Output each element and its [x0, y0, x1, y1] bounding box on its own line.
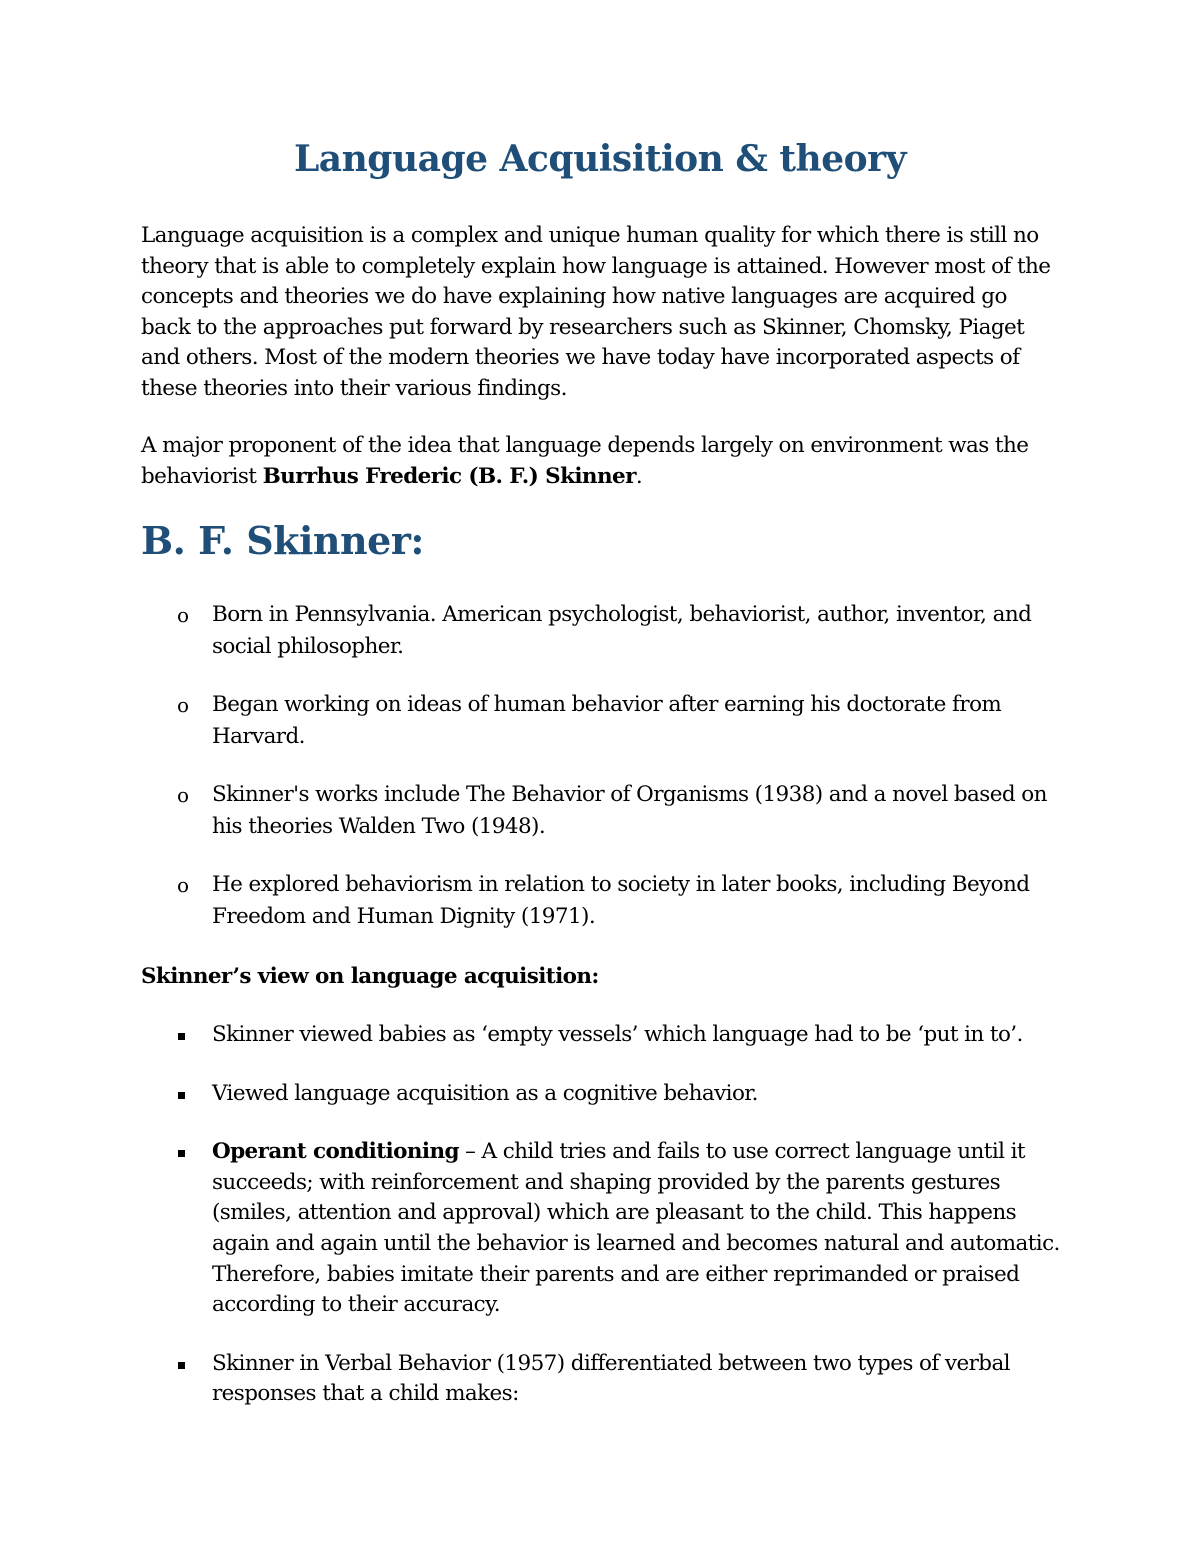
square-bullet-icon: [178, 1033, 185, 1040]
list-item: [141, 1137, 1061, 1321]
square-bullet-icon: [178, 1150, 185, 1157]
list-item: [141, 1020, 1061, 1051]
operant-conditioning-text: – A child tries and fails to use correct language until it succeeds; with reinforcement and shaping provided by the parents gestures (smiles, attention and approval) which are pleasant to the child. This happens again and again until the behavior is learned and becomes natural and automatic. Therefore, babies imitate their parents and are either reprimanded or praised according to their accuracy.: [212, 1139, 1060, 1318]
skinner-intro-text: A major proponent of the idea that language depends largely on environment was the behaviorist: [141, 433, 1029, 489]
views-subheading: Skinner’s view on language acquisition:: [141, 964, 599, 989]
skinner-intro-paragraph: [141, 431, 1061, 492]
biography-item-text: Skinner's works include The Behavior of Organisms (1938) and a novel based on his theories Walden Two (1948).: [212, 782, 1047, 839]
list-item: [141, 689, 1061, 753]
section-heading-skinner: B. F. Skinner:: [141, 518, 424, 563]
list-item: [141, 599, 1061, 663]
views-item-text: Skinner viewed babies as ‘empty vessels’ which language had to be ‘put in to’.: [212, 1022, 1023, 1047]
biography-item-text: He explored behaviorism in relation to society in later books, including Beyond Freedom and Human Dignity (1971).: [212, 872, 1030, 929]
circle-bullet-icon: o: [177, 603, 189, 627]
intro-paragraph: Language acquisition is a complex and unique human quality for which there is still no theory that is able to completely explain how language is attained. However most of the concepts and theories we do have explaining how native languages are acquired go back to the approaches put forward by researchers such as Skinner, Chomsky, Piaget and others. Most of the modern theories we have today have incorporated aspects of these theories into their various findings.: [141, 223, 1051, 401]
views-item-text: Viewed language acquisition as a cognitive behavior.: [212, 1080, 758, 1106]
list-item: [141, 779, 1061, 843]
list-item: [141, 869, 1061, 933]
operant-conditioning-term: Operant conditioning: [212, 1139, 459, 1165]
circle-bullet-icon: o: [177, 693, 189, 717]
list-item: [141, 1349, 1061, 1410]
biography-item-text: Began working on ideas of human behavior after earning his doctorate from Harvard.: [212, 692, 1002, 749]
page-title: Language Acquisition & theory: [293, 138, 907, 180]
circle-bullet-icon: o: [177, 873, 189, 897]
views-item-text: Skinner in Verbal Behavior (1957) differentiated between two types of verbal responses that a child makes:: [212, 1350, 1010, 1407]
biography-item-text: Born in Pennsylvania. American psychologist, behaviorist, author, inventor, and social philosopher.: [212, 602, 1032, 659]
square-bullet-icon: [178, 1362, 185, 1369]
views-list: [141, 1020, 1061, 1438]
square-bullet-icon: [178, 1092, 185, 1099]
biography-list: [141, 599, 1061, 959]
skinner-full-name: Burrhus Frederic (B. F.) Skinner: [262, 463, 636, 489]
list-item: [141, 1079, 1061, 1110]
circle-bullet-icon: o: [177, 783, 189, 807]
skinner-intro-end: .: [635, 463, 643, 489]
